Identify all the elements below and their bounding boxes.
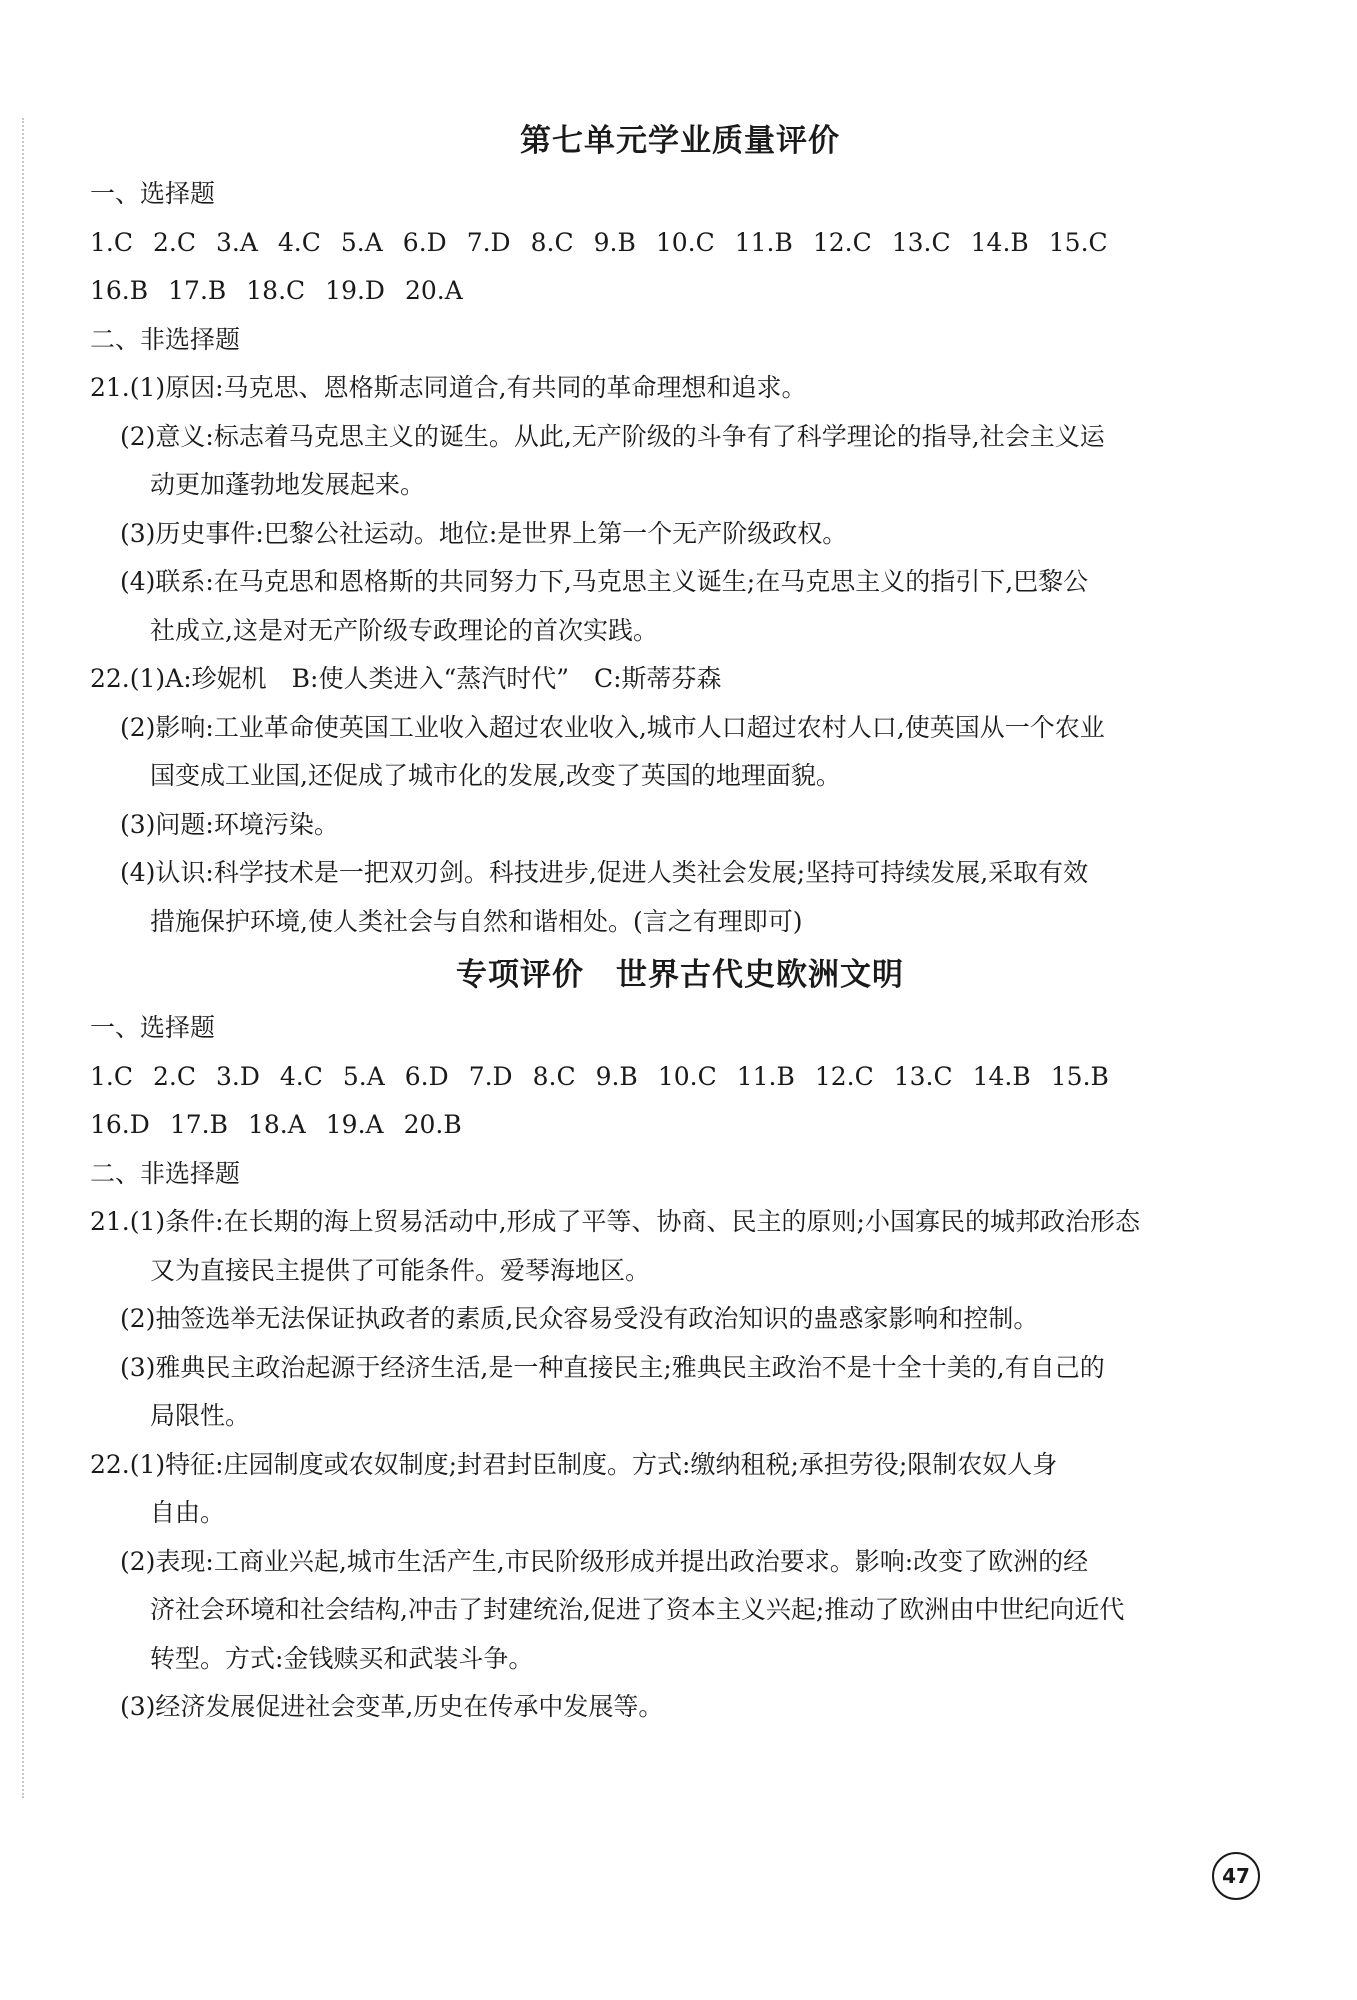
answer-line: (2)意义:标志着马克思主义的诞生。从此,无产阶级的斗争有了科学理论的指导,社会主义运 xyxy=(120,421,1105,451)
answer-line: 转型。方式:金钱赎买和武装斗争。 xyxy=(150,1643,534,1673)
answer-item: 17.B xyxy=(169,1110,228,1139)
answer-item: 11.B xyxy=(736,1061,795,1091)
section-europe-civilization xyxy=(90,946,1270,1732)
answer-item: 16.D xyxy=(90,1110,150,1139)
page-content xyxy=(90,112,1270,1732)
choice-heading: 一、选择题 xyxy=(90,1013,216,1042)
answer-line: (4)认识:科学技术是一把双刃剑。科技进步,促进人类社会发展;坚持可持续发展,采取有效 xyxy=(120,858,1089,887)
answer-item: 16.B xyxy=(90,276,149,305)
answer-lines xyxy=(90,1198,1270,1732)
answer-line: 又为直接民主提供了可能条件。爱琴海地区。 xyxy=(150,1255,651,1285)
answer-item: 12.C xyxy=(814,1061,874,1091)
answers-row xyxy=(90,219,1270,268)
section-title: 第七单元学业质量评价 xyxy=(520,123,840,159)
answer-item: 4.C xyxy=(277,227,321,257)
answer-item: 6.D xyxy=(404,1061,449,1091)
answer-item: 18.A xyxy=(247,1110,306,1139)
answer-line: 22.(1)A:珍妮机 B:使人类进入“蒸汽时代” C:斯蒂芬森 xyxy=(90,664,722,693)
answer-line: 21.(1)条件:在长期的海上贸易活动中,形成了平等、协商、民主的原则;小国寡民的城邦政治形态 xyxy=(90,1207,1140,1236)
answer-line: 济社会环境和社会结构,冲击了封建统治,促进了资本主义兴起;推动了欧洲由中世纪向近代 xyxy=(150,1595,1125,1624)
nonchoice-heading: 二、非选择题 xyxy=(90,1158,241,1188)
answer-item: 9.B xyxy=(593,227,636,257)
answer-item: 6.D xyxy=(402,227,447,257)
answer-item: 11.B xyxy=(734,227,793,257)
answer-item: 4.C xyxy=(279,1061,323,1091)
section-title: 专项评价 世界古代史欧洲文明 xyxy=(456,957,904,993)
answer-item: 8.C xyxy=(532,1061,576,1091)
answer-line: (3)经济发展促进社会变革,历史在传承中发展等。 xyxy=(120,1692,664,1721)
answer-item: 17.B xyxy=(168,276,227,305)
answer-item: 14.B xyxy=(972,1061,1031,1091)
answer-item: 1.C xyxy=(90,227,133,257)
answer-lines xyxy=(90,364,1270,946)
answer-item: 13.C xyxy=(893,1061,953,1091)
answer-item: 5.A xyxy=(342,1061,385,1091)
answer-line: 局限性。 xyxy=(150,1401,251,1430)
answer-item: 20.B xyxy=(403,1110,462,1139)
section-unit-seven xyxy=(90,112,1270,946)
answer-item: 10.C xyxy=(655,227,715,257)
answer-line: (2)表现:工商业兴起,城市生活产生,市民阶级形成并提出政治要求。影响:改变了欧洲的经 xyxy=(120,1546,1089,1576)
answer-line: (3)雅典民主政治起源于经济生活,是一种直接民主;雅典民主政治不是十全十美的,有自己的 xyxy=(120,1352,1105,1382)
answer-item: 20.A xyxy=(404,276,463,305)
answer-item: 10.C xyxy=(657,1061,717,1091)
answer-line: (2)影响:工业革命使英国工业收入超过农业收入,城市人口超过农村人口,使英国从一个农业 xyxy=(120,712,1105,742)
answer-line: 22.(1)特征:庄园制度或农奴制度;封君封臣制度。方式:缴纳租税;承担劳役;限制农奴人身 xyxy=(90,1449,1058,1479)
answer-line: (4)联系:在马克思和恩格斯的共同努力下,马克思主义诞生;在马克思主义的指引下,巴黎公 xyxy=(120,567,1089,596)
answers-row xyxy=(90,1101,1270,1150)
answer-line: (2)抽签选举无法保证执政者的素质,民众容易受没有政治知识的蛊惑家影响和控制。 xyxy=(120,1304,1039,1333)
answer-item: 15.B xyxy=(1050,1061,1109,1091)
answer-line: 21.(1)原因:马克思、恩格斯志同道合,有共同的革命理想和追求。 xyxy=(90,373,807,402)
answer-line: 国变成工业国,还促成了城市化的发展,改变了英国的地理面貌。 xyxy=(150,761,841,790)
answer-item: 19.D xyxy=(325,276,385,305)
binding-margin-line xyxy=(22,118,24,1798)
answer-item: 15.C xyxy=(1048,227,1108,257)
choice-heading: 一、选择题 xyxy=(90,179,216,208)
answer-line: 自由。 xyxy=(150,1498,226,1527)
answer-line: (3)历史事件:巴黎公社运动。地位:是世界上第一个无产阶级政权。 xyxy=(120,518,848,548)
answer-item: 13.C xyxy=(891,227,951,257)
page-number: 47 xyxy=(1222,1864,1250,1888)
nonchoice-heading: 二、非选择题 xyxy=(90,324,241,354)
answer-line: 措施保护环境,使人类社会与自然和谐相处。(言之有理即可) xyxy=(150,906,803,936)
answer-item: 7.D xyxy=(466,227,511,257)
answer-line: 动更加蓬勃地发展起来。 xyxy=(150,470,426,499)
answer-item: 2.C xyxy=(152,227,196,257)
answer-item: 3.A xyxy=(215,227,258,257)
answer-item: 14.B xyxy=(970,227,1029,257)
answer-item: 18.C xyxy=(246,276,306,305)
answers-row xyxy=(90,1053,1270,1102)
answers-row xyxy=(90,267,1270,316)
answer-item: 19.A xyxy=(325,1110,384,1139)
answer-item: 3.D xyxy=(215,1061,260,1091)
answer-line: 社成立,这是对无产阶级专政理论的首次实践。 xyxy=(150,615,658,645)
answer-line: (3)问题:环境污染。 xyxy=(120,809,339,839)
answer-item: 12.C xyxy=(812,227,872,257)
answer-item: 9.B xyxy=(595,1061,638,1091)
answer-item: 2.C xyxy=(152,1061,196,1091)
answer-item: 7.D xyxy=(468,1061,513,1091)
answer-item: 1.C xyxy=(90,1061,133,1091)
answer-item: 8.C xyxy=(530,227,574,257)
page-number-badge xyxy=(1212,1852,1260,1900)
answer-item: 5.A xyxy=(340,227,383,257)
